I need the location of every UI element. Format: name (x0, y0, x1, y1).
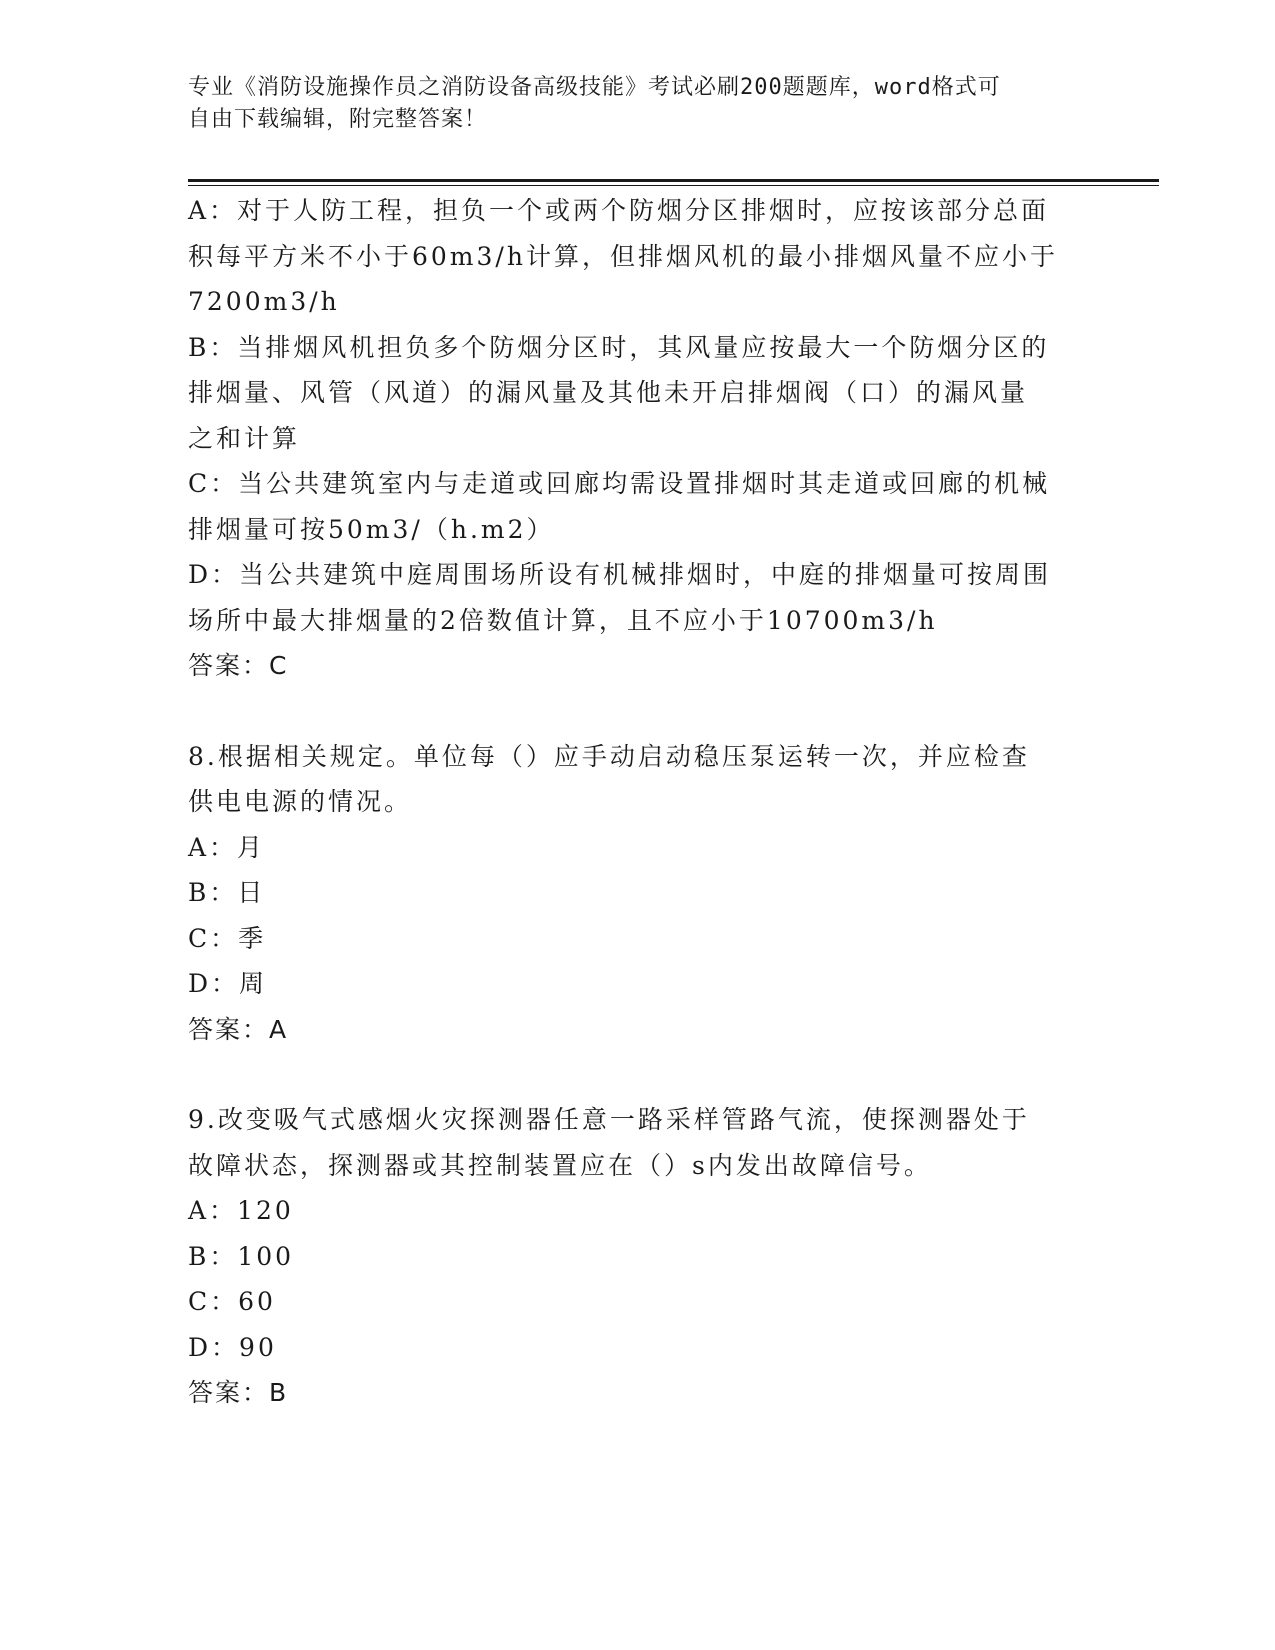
q9-option-d: D：90 (188, 1332, 277, 1362)
q8-option-b: B：日 (188, 878, 266, 907)
q7-option-c-line: 排烟量可按50m3/（h.m2） (188, 514, 555, 544)
question-9 (188, 1097, 1088, 1416)
q7-option-a-line: A：对于人防工程，担负一个或两个防烟分区排烟时，应按该部分总面 (188, 196, 1050, 225)
q9-option-b: B：100 (188, 1241, 295, 1271)
q7-option-a-line: 积每平方米不小于60m3/h计算，但排烟风机的最小排烟风量不应小于 (188, 241, 1058, 271)
q8-option-a: A：月 (188, 832, 266, 862)
document-body (188, 188, 1088, 1416)
q8-stem-line: 8.根据相关规定。单位每（）应手动启动稳压泵运转一次，并应检查 (188, 741, 1030, 771)
document-header (188, 72, 1078, 136)
question-spacer (188, 689, 1088, 734)
q7-answer: 答案：C (188, 651, 289, 680)
q7-option-d-line: D：当公共建筑中庭周围场所设有机械排烟时，中庭的排烟量可按周围 (188, 560, 1052, 589)
question-7 (188, 188, 1088, 689)
question-spacer (188, 1052, 1088, 1097)
q8-stem-line: 供电电源的情况。 (188, 787, 413, 816)
question-8 (188, 734, 1088, 1053)
header-line-1: 专业《消防设施操作员之消防设备高级技能》考试必刷200题题库，word格式可 (188, 75, 1001, 100)
q8-option-d: D：周 (188, 969, 268, 998)
q7-option-b (188, 325, 1088, 462)
q9-answer: 答案：B (188, 1378, 289, 1407)
header-line-2: 自由下载编辑，附完整答案！ (188, 107, 488, 132)
q7-option-a-line: 7200m3/h (188, 287, 340, 316)
q7-option-d (188, 552, 1088, 643)
q7-option-b-line: 排烟量、风管（风道）的漏风量及其他未开启排烟阀（口）的漏风量 (188, 378, 1029, 407)
q7-option-b-line: 之和计算 (188, 423, 301, 453)
q7-option-d-line: 场所中最大排烟量的2倍数值计算，且不应小于10700m3/h (188, 605, 938, 635)
q9-stem-line: 9.改变吸气式感烟火灾探测器任意一路采样管路气流，使探测器处于 (188, 1105, 1030, 1134)
q9-option-c: C：60 (188, 1287, 276, 1316)
header-rule-thick (188, 179, 1159, 182)
q7-option-b-line: B：当排烟风机担负多个防烟分区时，其风量应按最大一个防烟分区的 (188, 332, 1050, 362)
header-rule-thin (188, 185, 1159, 186)
q7-option-c-line: C：当公共建筑室内与走道或回廊均需设置排烟时其走道或回廊的机械 (188, 469, 1051, 498)
q8-answer: 答案：A (188, 1014, 289, 1044)
q8-option-c: C：季 (188, 923, 267, 953)
q7-option-c (188, 461, 1088, 552)
q7-option-a (188, 188, 1088, 325)
q9-option-a: A：120 (188, 1196, 294, 1225)
q9-stem-line: 故障状态，探测器或其控制装置应在（）s内发出故障信号。 (188, 1150, 932, 1180)
